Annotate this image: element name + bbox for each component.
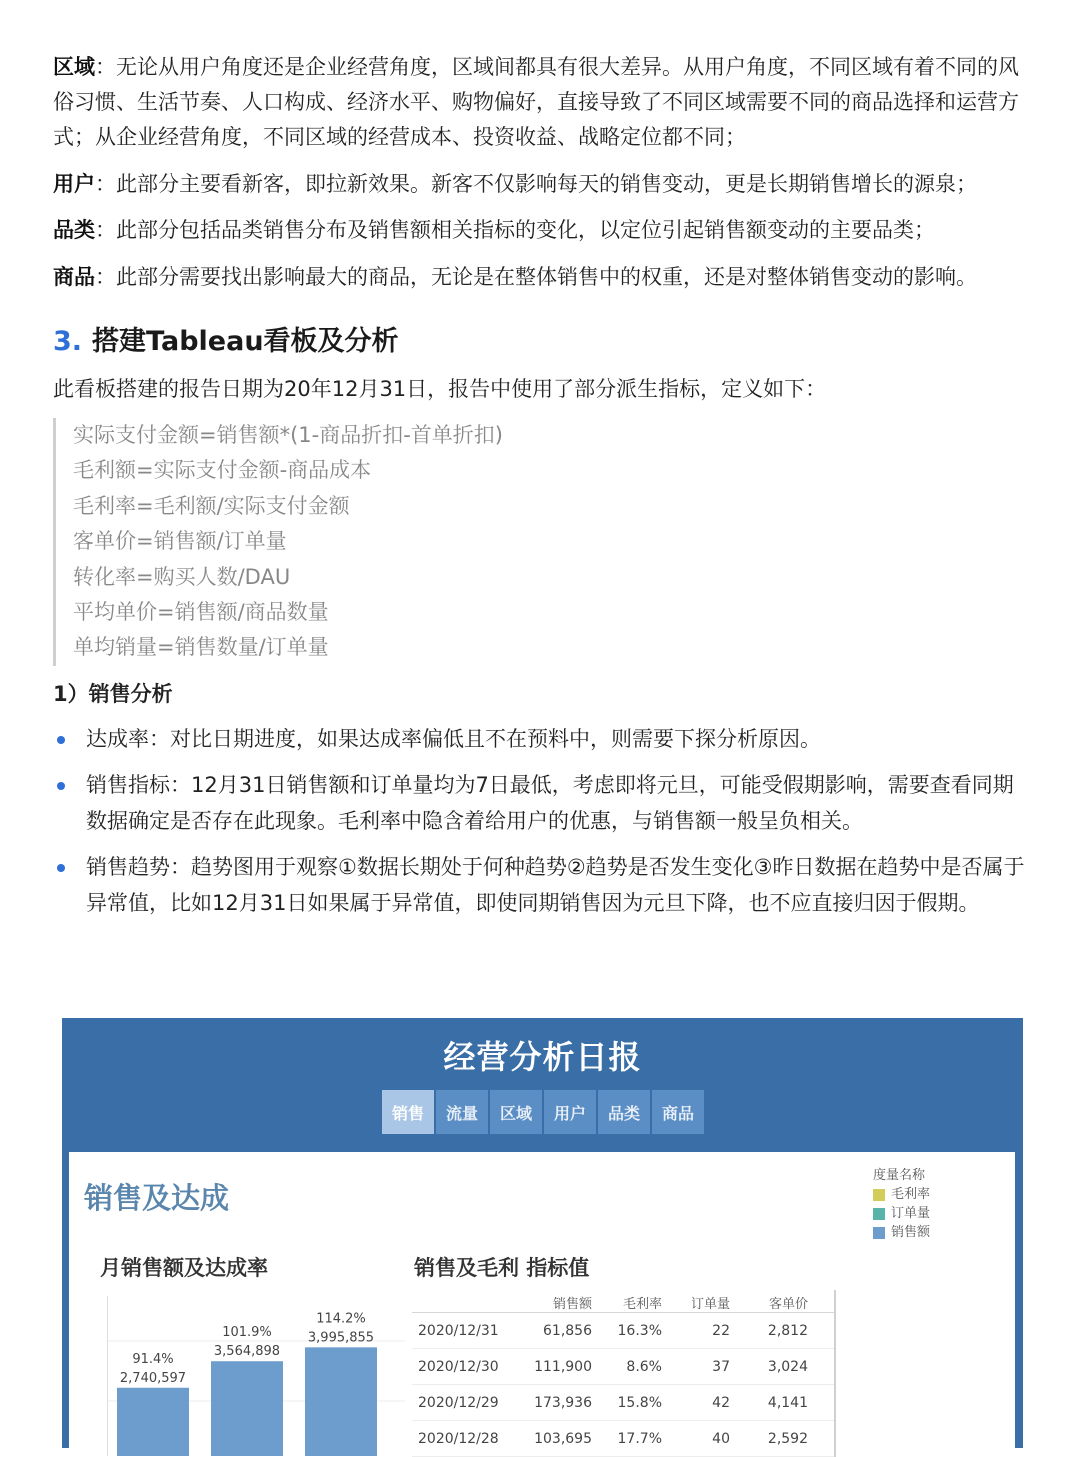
list-item bbox=[53, 850, 1028, 921]
subheading-sales-analysis: 1）销售分析 bbox=[53, 682, 173, 706]
legend-title: 度量名称 bbox=[873, 1168, 926, 1183]
bullet-text: 销售趋势：趋势图用于观察①数据长期处于何种趋势②趋势是否发生变化③昨日数据在趋势中是否属于异常值，比如12月31日如果属于异常值，即使同期销售因为元旦下降，也不应直接归因于假期。 bbox=[86, 855, 1025, 915]
text-user: ：此部分主要看新客，即拉新效果。新客不仅影响每天的销售变动，更是长期销售增长的源泉； bbox=[95, 172, 977, 196]
table-cell: 111,900 bbox=[534, 1358, 592, 1375]
table-cell: 2,812 bbox=[767, 1322, 808, 1339]
bullet-text: 达成率：对比日期进度，如果达成率偏低且不在预料中，则需要下探分析原因。 bbox=[86, 727, 821, 751]
table-header-cell: 订单量 bbox=[690, 1297, 730, 1312]
metrics-table bbox=[412, 1290, 836, 1457]
chart-rate-label: 101.9% bbox=[222, 1325, 272, 1341]
chart-rate-label: 114.2% bbox=[316, 1311, 366, 1327]
table-cell: 42 bbox=[712, 1394, 730, 1411]
table-header-cell: 客单价 bbox=[768, 1297, 808, 1312]
dashboard-title: 经营分析日报 bbox=[443, 1038, 642, 1076]
chart-bar bbox=[117, 1388, 189, 1456]
definition-line: 毛利率=毛利额/实际支付金额 bbox=[73, 493, 350, 518]
definition-line: 客单价=销售额/订单量 bbox=[73, 529, 287, 554]
intro-text: 此看板搭建的报告日期为20年12月31日，报告中使用了部分派生指标，定义如下： bbox=[53, 377, 827, 401]
legend-label: 销售额 bbox=[891, 1225, 931, 1240]
legend-entry bbox=[873, 1185, 930, 1204]
table-header-cell: 销售额 bbox=[552, 1297, 592, 1312]
text-region: ：无论从用户角度还是企业经营角度，区域间都具有很大差异。从用户角度，不同区域有着不同的风俗习惯、生活节奏、人口构成、经济水平、购物偏好，直接导致了不同区域需要不同的商品选择和运营方式；从企业经营角度，不同区域的经营成本、投资收益、战略定位都不同； bbox=[53, 55, 1019, 149]
tab-sales[interactable]: 销售 bbox=[382, 1090, 434, 1134]
table-cell: 4,141 bbox=[767, 1394, 808, 1411]
table-cell: 2020/12/31 bbox=[418, 1322, 499, 1339]
paragraph-category bbox=[53, 213, 1028, 248]
bullet-list bbox=[53, 722, 1028, 932]
monthly-sales-bar-chart bbox=[107, 1296, 405, 1456]
legend-entry bbox=[873, 1223, 930, 1242]
tab-category[interactable]: 品类 bbox=[598, 1090, 650, 1134]
tab-user[interactable]: 用户 bbox=[544, 1090, 596, 1134]
table-cell: 17.7% bbox=[617, 1430, 662, 1447]
section-heading bbox=[53, 322, 399, 362]
legend-label: 毛利率 bbox=[891, 1187, 931, 1202]
chart-bar bbox=[211, 1361, 283, 1456]
table-cell: 22 bbox=[712, 1322, 730, 1339]
chart-value-label: 3,564,898 bbox=[213, 1344, 281, 1360]
table-row bbox=[412, 1313, 834, 1349]
dashboard-panel bbox=[69, 1152, 1015, 1452]
text-category: ：此部分包括品类销售分布及销售额相关指标的变化，以定位引起销售额变动的主要品类； bbox=[95, 218, 935, 242]
dashboard-screenshot bbox=[62, 1018, 1023, 1448]
monthly-sales-title: 月销售额及达成率 bbox=[100, 1256, 268, 1280]
table-cell: 2,592 bbox=[767, 1430, 808, 1447]
table-row bbox=[412, 1349, 834, 1385]
bullet-dot-icon bbox=[57, 864, 65, 872]
table-cell: 15.8% bbox=[617, 1394, 662, 1411]
list-item bbox=[53, 768, 1028, 839]
definition-line: 转化率=购买人数/DAU bbox=[73, 564, 291, 589]
heading-number: 3. bbox=[53, 326, 83, 357]
legend-label: 订单量 bbox=[891, 1206, 931, 1221]
label-product: 商品 bbox=[53, 265, 95, 289]
legend-swatch bbox=[873, 1227, 885, 1239]
paragraph-user bbox=[53, 167, 1028, 202]
table-cell: 16.3% bbox=[617, 1322, 662, 1339]
chart-value-label: 3,995,855 bbox=[307, 1330, 375, 1346]
table-cell: 2020/12/28 bbox=[418, 1430, 499, 1447]
table-cell: 103,695 bbox=[534, 1430, 592, 1447]
dashboard-tabs bbox=[382, 1090, 706, 1134]
label-category: 品类 bbox=[53, 218, 95, 242]
definition-line: 平均单价=销售额/商品数量 bbox=[73, 600, 329, 625]
table-cell: 61,856 bbox=[543, 1322, 592, 1339]
table-cell: 3,024 bbox=[767, 1358, 808, 1375]
text-product: ：此部分需要找出影响最大的商品，无论是在整体销售中的权重，还是对整体销售变动的影响。 bbox=[95, 265, 977, 289]
legend-swatch bbox=[873, 1208, 885, 1220]
bullet-dot-icon bbox=[57, 782, 65, 790]
bullet-text: 销售指标：12月31日销售额和订单量均为7日最低，考虑即将元旦，可能受假期影响，需要查看同期数据确定是否存在此现象。毛利率中隐含着给用户的优惠，与销售额一般呈负相关。 bbox=[86, 773, 1014, 833]
table-cell: 8.6% bbox=[626, 1358, 662, 1375]
definition-line: 毛利额=实际支付金额-商品成本 bbox=[73, 458, 372, 483]
tab-product[interactable]: 商品 bbox=[652, 1090, 704, 1134]
paragraph-region bbox=[53, 50, 1028, 155]
table-row bbox=[412, 1385, 834, 1421]
legend-entry bbox=[873, 1204, 930, 1223]
table-cell: 2020/12/29 bbox=[418, 1394, 499, 1411]
legend bbox=[873, 1166, 930, 1242]
definition-line: 单均销量=销售数量/订单量 bbox=[73, 635, 329, 660]
bullet-dot-icon bbox=[57, 736, 65, 744]
tab-traffic[interactable]: 流量 bbox=[436, 1090, 488, 1134]
paragraph-product bbox=[53, 260, 1028, 295]
heading-text: 搭建Tableau看板及分析 bbox=[92, 326, 399, 357]
definition-line: 实际支付金额=销售额*(1-商品折扣-首单折扣) bbox=[73, 423, 503, 447]
chart-value-label: 2,740,597 bbox=[119, 1370, 187, 1386]
tab-region[interactable]: 区域 bbox=[490, 1090, 542, 1134]
table-cell: 37 bbox=[712, 1358, 730, 1375]
list-item bbox=[53, 722, 1028, 757]
table-cell: 173,936 bbox=[534, 1394, 592, 1411]
legend-swatch bbox=[873, 1189, 885, 1201]
table-cell: 40 bbox=[712, 1430, 730, 1447]
table-header-row bbox=[412, 1290, 834, 1313]
table-title: 销售及毛利 指标值 bbox=[414, 1256, 590, 1280]
chart-rate-label: 91.4% bbox=[132, 1351, 174, 1367]
table-row bbox=[412, 1421, 834, 1457]
panel-section-title: 销售及达成 bbox=[84, 1181, 230, 1215]
label-region: 区域 bbox=[53, 55, 95, 79]
definitions-blockquote bbox=[53, 418, 973, 666]
table-cell: 2020/12/30 bbox=[418, 1358, 499, 1375]
label-user: 用户 bbox=[53, 172, 95, 196]
table-header-cell: 毛利率 bbox=[622, 1297, 662, 1312]
